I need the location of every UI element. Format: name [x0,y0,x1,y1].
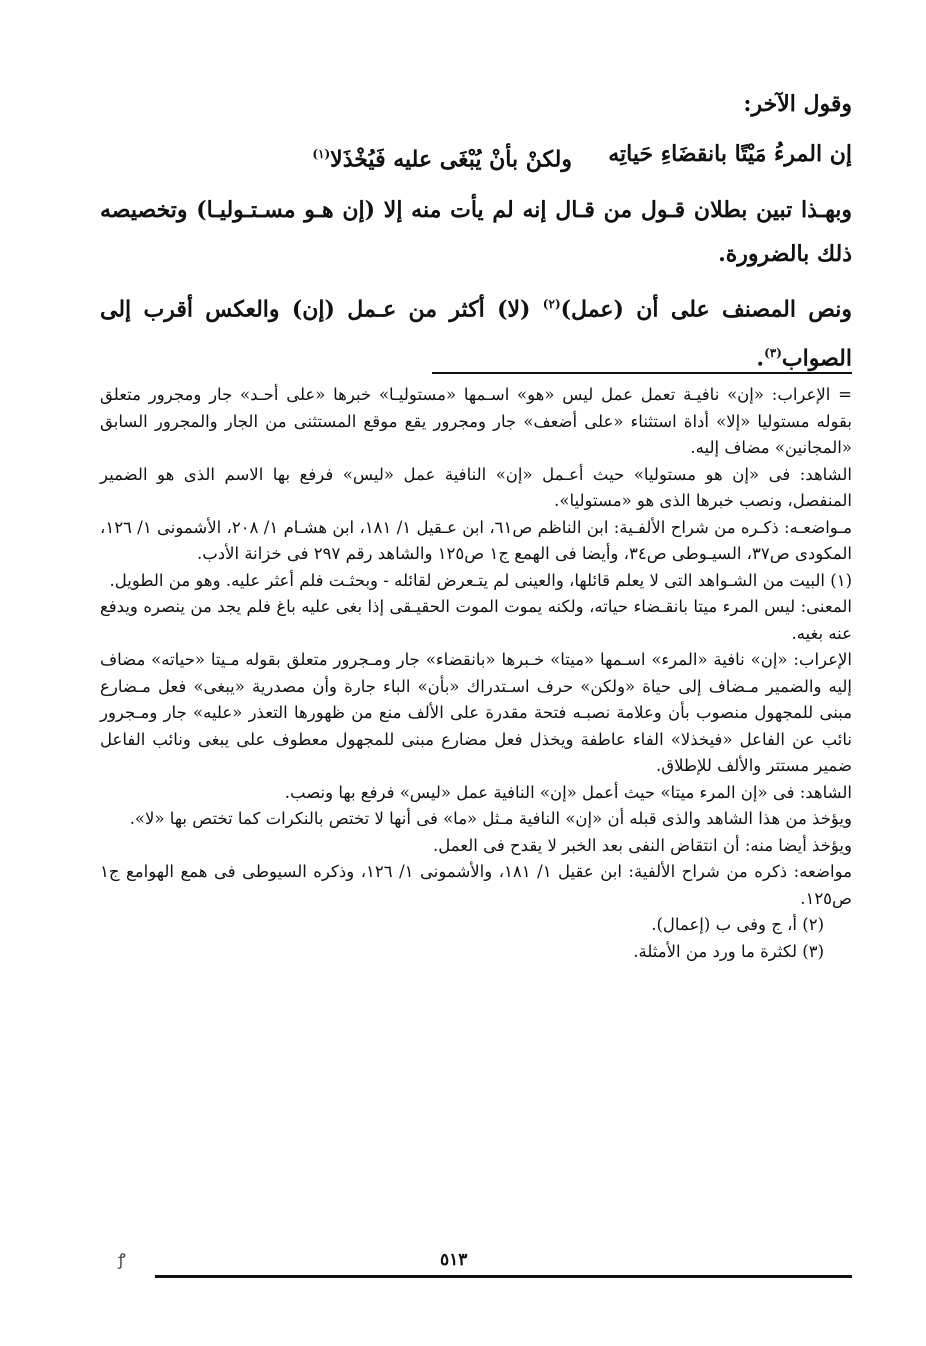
footnote-ref-1: (١) [312,147,331,161]
footnote-sources: مواضعه: ذكره من شراح الألفية: ابن عقيل ١/ ١٨١، والأشمونى ١/ ١٢٦، وذكره السيوطى فى همع الهوامع ج١ ص١٢٥. [100,862,852,908]
footnote-shahid: الشاهد: فى «إن المرء ميتا» حيث أعمل «إن» النافية عمل «ليس» فرفع بها ونصب. [284,782,852,802]
footnote-irab: الإعراب: «إن» نافية «المرء» اسـمها «ميتا» خـبرها «بانقضاء» جار ومـجرور متعلق بقوله مـيتا «حياته» مضاف إليه والضمير مـضاف إلى حياة «ولكن» حرف اسـتدراك «بأن» الباء جارة وأن مصدرية «يبغى» فعل مـضارع مبنى للمجهول منصوب بأن وعلامة نصبـه فتحة مقدرة على الألف منع من ظهورها التعذر «عليه» جار ومـجرور نائب عن الفاعل «فيخذلا» الفاء عاطفة ويخذل فعل مضارع مبنى للمجهول معطوف على يبغى ونائب الفاعل ضمير مستتر والألف للإطلاق. [100,650,852,775]
footnote-3: (٣) لكثرة ما ورد من الأمثلة. [633,941,824,961]
footnote-inference-1: ويؤخذ من هذا الشاهد والذى قبله أن «إن» النافية مـثل «ما» فى أنها لا تختص بالنكرات كما تختص بها «لا». [129,809,852,828]
page-number: ٥١٣ [440,1250,468,1270]
footer-rule [155,1275,852,1278]
main-paragraph-1: وبهـذا تبين بطلان قـول من قـال إنه لم يأت منه إلا (إن هـو مسـتـوليـا) وتخصيصه ذلك بالضرورة. [100,197,852,267]
footnote-irab-prev: = الإعراب: «إن» نافيـة تعمل عمل ليس «هو» اسـمها «مستوليـا» خبرها «على أحـد» جار ومجرور متعلق بقوله مستوليا «إلا» أداة استثناء «على أضعف» جار ومجرور يقع موقع المستثنى من الجار والمجرور السابق «المجانين» مضاف إليه. [100,385,852,457]
verse-hemistich-2: ولكنْ بأنْ يُبْغَى عليه فَيُخْذَلا$^{(١)}$ [312,146,572,173]
scan-mark-icon: ꝭ [118,1250,126,1269]
footnote-1: (١) البيت من الشـواهد التى لا يعلم قائلها، والعينى لم يتـعرض لقائله - وبحثـت فلم أعثر عليه. وهو من الطويل. [109,570,852,590]
footnote-inference-2: ويؤخذ أيضا منه: أن انتقاض النفى بعد الخبر لا يقدح فى العمل. [433,835,852,855]
main-paragraph-2: ونص المصنف على أن (عمل)$^{(٢)}$ (لا) أكثر من عـمل (إن) والعكس أقرب إلى الصواب$^{(٣)}$. [100,296,852,372]
footnote-2: (٢) أ، ج وفى ب (إعمال). [651,915,824,934]
footnotes [100,382,852,965]
footnote-sources-prev: مـواضعـه: ذكـره من شراح الألفـية: ابن الناظم ص٦١، ابن عـقيل ١/ ١٨١، ابن هشـام ١/ ٢٠٨، الأشمونى ١/ ١٢٦، المكودى ص٣٧، السيـوطى ص٣٤، وأيضا فى الهمع ج١ ص١٢٥ والشاهد رقم ٢٩٧ فى خزانة الأدب. [100,517,852,563]
intro-line: وقول الآخر: [743,91,852,117]
footnote-shahid-prev: الشاهد: فى «إن هو مستوليا» حيث أعـمل «إن» النافية عمل «ليس» فرفع بها الاسم الذى هو الضمير المنفصل، ونصب خبرها الذى هو «مستوليا». [100,464,852,510]
footnote-ref-3: (٣) [764,346,782,361]
verse-hemistich-1: إن المرءُ مَيْتًا بانقضَاءِ حَياتِه [608,141,852,167]
footnote-meaning: المعنى: ليس المرء ميتا بانقـضاء حياته، ولكنه يموت الموت الحقيـقى إذا بغى عليه باغ فلم يجد من ينصره ويدفع عنه بغيه. [100,597,852,643]
footnote-ref-2: (٢) [542,297,561,311]
footnote-separator [432,372,852,374]
